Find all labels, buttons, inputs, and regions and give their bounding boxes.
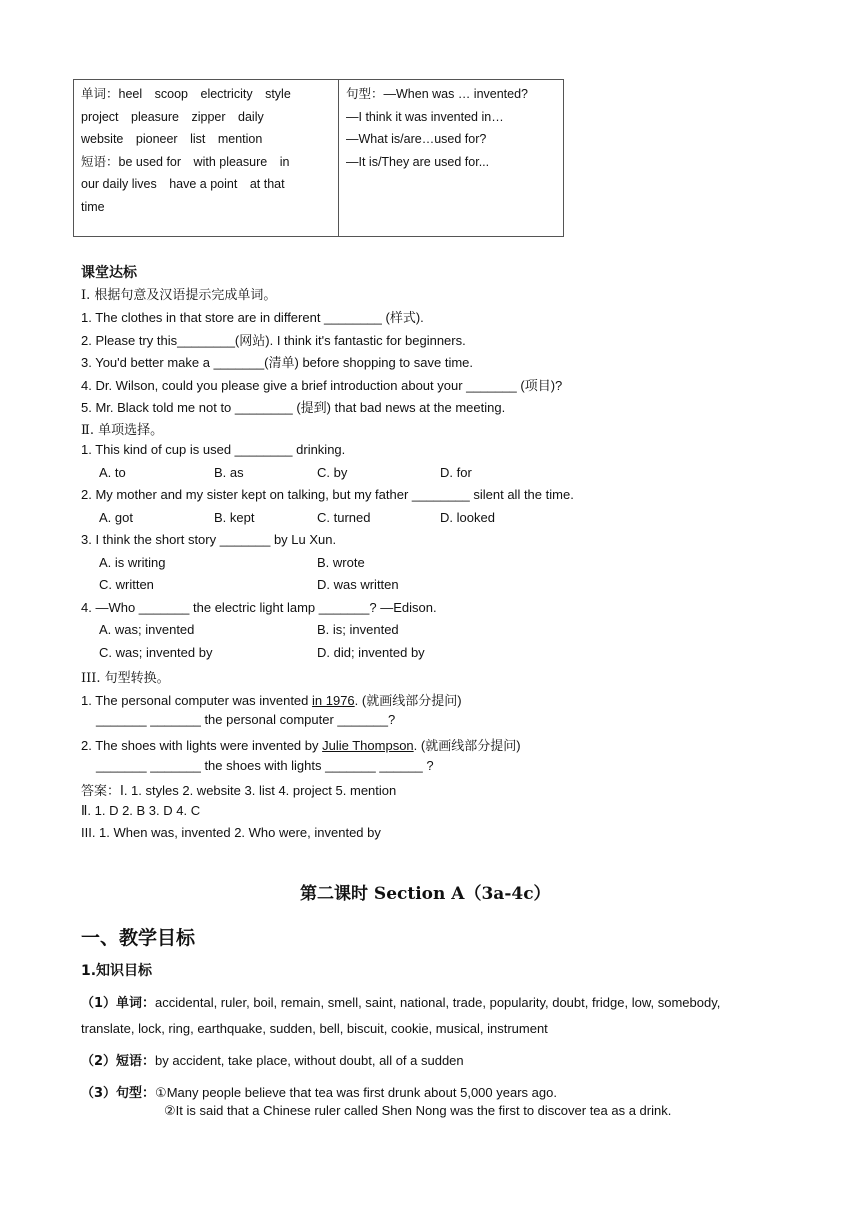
sentence-line — [81, 1082, 557, 1101]
part1-item: 2. Please try this________(网站). I think it's fantastic for beginners. — [81, 333, 466, 348]
words-line-2: translate, lock, ring, earthquake, sudden, bell, biscuit, cookie, musical, instrument — [81, 1021, 548, 1036]
part1-item: 1. The clothes in that store are in different ________ (样式). — [81, 310, 424, 325]
sentence-pattern-cell — [339, 80, 564, 237]
table-line: website pioneer list mention — [81, 132, 263, 147]
sentence-label: （3）句型： — [81, 1086, 156, 1101]
sentence-line-2: ②It is said that a Chinese ruler called Shen Nong was the first to discover tea as a drink. — [164, 1103, 672, 1118]
words-label: （1）单词： — [81, 996, 156, 1011]
option: D. looked — [440, 510, 495, 525]
section-heading: 一、教学目标 — [81, 927, 196, 949]
phrases-line — [81, 1050, 464, 1069]
option: A. to — [99, 465, 126, 480]
question-4: 4. —Who _______ the electric light lamp _______? —Edison. — [81, 600, 437, 615]
option: A. got — [99, 510, 133, 525]
part1-item: 4. Dr. Wilson, could you please give a brief introduction about your _______ (项目)? — [81, 378, 563, 393]
phrases-label: （2）短语： — [81, 1054, 156, 1069]
option: D. was written — [317, 577, 399, 592]
question-2: 2. My mother and my sister kept on talking, but my father ________ silent all the time. — [81, 487, 574, 502]
answer-key-1: 答案：Ⅰ. 1. styles 2. website 3. list 4. project 5. mention — [81, 783, 397, 798]
table-line: —What is/are…used for? — [346, 132, 487, 147]
table-line: 单词：heel scoop electricity style — [81, 87, 291, 101]
option: B. kept — [214, 510, 255, 525]
option: B. is; invented — [317, 622, 399, 637]
vocabulary-table — [73, 79, 564, 237]
option: B. wrote — [317, 555, 365, 570]
table-line: —I think it was invented in… — [346, 109, 504, 124]
table-line: our daily lives have a point at that — [81, 177, 285, 192]
underlined-part: Julie Thompson — [322, 738, 414, 753]
subsection-heading: 1.知识目标 — [81, 963, 153, 979]
option: B. as — [214, 465, 244, 480]
part3-title: III. 句型转换。 — [81, 671, 170, 686]
sentence-text: ①Many people believe that tea was first drunk about 5,000 years ago. — [155, 1085, 557, 1100]
answer-blank: _______ _______ the personal computer _______? — [96, 712, 396, 727]
question-1: 1. This kind of cup is used ________ drinking. — [81, 442, 346, 457]
transform-note: . (就画线部分提问) — [354, 693, 462, 708]
vocabulary-cell — [74, 80, 339, 237]
answer-key-3: III. 1. When was, invented 2. Who were, invented by — [81, 825, 381, 840]
part1-title: Ⅰ. 根据句意及汉语提示完成单词。 — [81, 288, 277, 303]
answer-blank: _______ _______ the shoes with lights _______ ______ ? — [96, 758, 434, 773]
table-line: time — [81, 199, 105, 214]
question-3: 3. I think the short story _______ by Lu Xun. — [81, 532, 337, 547]
part1-item: 3. You'd better make a _______(清单) before shopping to save time. — [81, 355, 474, 370]
option: C. turned — [317, 510, 371, 525]
transform-note: . (就画线部分提问) — [413, 738, 521, 753]
table-line: 句型：—When was … invented? — [346, 87, 529, 101]
table-line: 短语：be used for with pleasure in — [81, 154, 290, 169]
words-text: accidental, ruler, boil, remain, smell, saint, national, trade, popularity, doubt, fridge, low, somebody, — [155, 995, 721, 1010]
table-line: project pleasure zipper daily — [81, 109, 264, 124]
underlined-part: in 1976 — [312, 693, 355, 708]
option: D. did; invented by — [317, 645, 425, 660]
option: A. is writing — [99, 555, 166, 570]
part2-title: Ⅱ. 单项选择。 — [81, 423, 164, 438]
option: A. was; invented — [99, 622, 195, 637]
transform-1 — [81, 690, 462, 709]
option: C. was; invented by — [99, 645, 213, 660]
transform-2 — [81, 735, 521, 754]
words-line — [81, 992, 720, 1011]
lesson-title: 第二课时 Section A（3a-4c） — [300, 884, 551, 904]
answer-key-2: Ⅱ. 1. D 2. B 3. D 4. C — [81, 803, 201, 818]
option: C. by — [317, 465, 348, 480]
transform-text: 2. The shoes with lights were invented by — [81, 738, 323, 753]
transform-text: 1. The personal computer was invented — [81, 693, 313, 708]
option: D. for — [440, 465, 472, 480]
part1-item: 5. Mr. Black told me not to ________ (提到) that bad news at the meeting. — [81, 400, 506, 415]
table-line: —It is/They are used for... — [346, 154, 490, 169]
option: C. written — [99, 577, 154, 592]
exercise-heading: 课堂达标 — [81, 265, 137, 281]
phrases-text: by accident, take place, without doubt, all of a sudden — [155, 1053, 464, 1068]
